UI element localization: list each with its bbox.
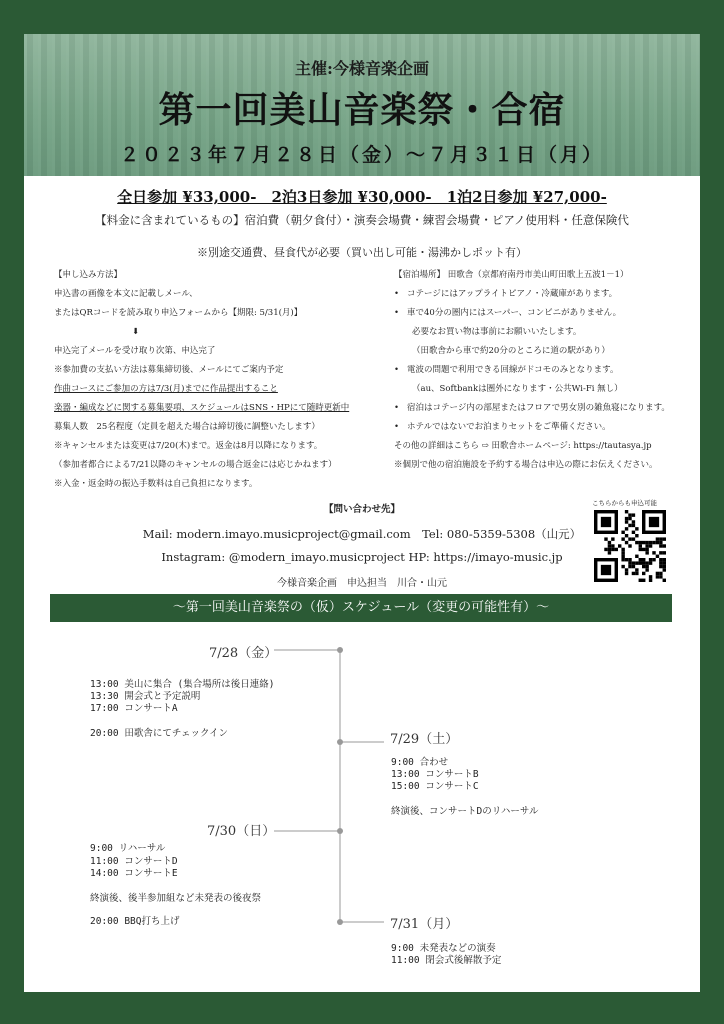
extra-costs: ※別途交通費、昼食代が必要（買い出し可能・湯沸かしポット有） (197, 246, 527, 259)
schedule-event: 14:00 コンサートE (90, 868, 178, 879)
application-line: 募集人数 25名程度（定員を超えた場合は締切後に調整いたします） (54, 422, 320, 432)
content-card (24, 176, 700, 992)
schedule-event: 11:00 コンサートD (90, 856, 178, 867)
schedule-event: 13:30 開会式と予定説明 (90, 691, 201, 702)
page-title: 第一回美山音楽祭・合宿 (158, 89, 566, 131)
application-line: 申込完了メールを受け取り次第、申込完了 (54, 346, 216, 356)
contact-heading: 【問い合わせ先】 (323, 504, 400, 515)
lodging-line: 必要なお買い物は事前にお願いいたします。 (412, 327, 582, 337)
application-line: （参加者都合による7/21以降のキャンセルの場合返金には応じかねます） (54, 460, 337, 470)
day-label: 7/28（金） (209, 646, 278, 661)
schedule-title: 〜第一回美山音楽祭の（仮）スケジュール（変更の可能性有）〜 (50, 594, 672, 622)
header-banner (24, 34, 700, 176)
lodging-heading: 【宿泊場所】 田歌舎（京都府南丹市美山町田歌上五波1－1） (394, 270, 629, 280)
application-line: ※入金・返金時の振込手数料は自己負担になります。 (54, 479, 258, 489)
application-line: またはQRコードを読み取り申込フォームから【期限: 5/31(月)】 (54, 308, 303, 318)
schedule-event: 13:00 美山に集合 (集合場所は後日連絡) (90, 679, 275, 690)
schedule-event: 9:00 未発表などの演奏 (391, 943, 496, 954)
event-dates: ２０２３年７月２８日（金）〜７月３１日（月） (119, 144, 604, 166)
schedule-event: 20:00 BBQ打ち上げ (90, 916, 180, 927)
day-label: 7/29（土） (390, 732, 459, 747)
lodging-line: ※個別で他の宿泊施設を予約する場合は申込の際にお伝えください。 (394, 460, 658, 470)
application-line: ※キャンセルまたは変更は7/20(木)まで。返金は8月以降になります。 (54, 441, 323, 451)
lodging-line: • コテージにはアップライトピアノ・冷蔵庫があります。 (394, 285, 694, 304)
lodging-line: • ホテルではないでお泊まりセットをご準備ください。 (394, 418, 694, 437)
schedule-event: 終演後、コンサートDのリハーサル (391, 806, 539, 817)
schedule-event: 9:00 リハーサル (90, 843, 166, 854)
schedule-event: 20:00 田歌舎にてチェックイン (90, 728, 229, 739)
schedule-event: 17:00 コンサートA (90, 703, 178, 714)
schedule-event: 9:00 合わせ (391, 757, 449, 768)
lodging-line: （au、Softbankは圏外になります・公共Wi-Fi 無し） (412, 384, 623, 394)
day-label: 7/31（月） (390, 917, 459, 932)
lodging-line: （田歌舎から車で約20分のところに道の駅があり） (412, 346, 610, 356)
application-line: 申込書の画像を本文に記載しメール、 (54, 289, 198, 299)
included-items: 【料金に含まれているもの】宿泊費（朝夕食付）・演奏会場費・練習会場費・ピアノ使用料・任意保険代 (95, 213, 629, 227)
lodging-line: • 電波の問題で利用できる回線がドコモのみとなります。 (394, 361, 694, 380)
contact-social: Instagram: @modern_imayo.musicproject HP: https://imayo-music.jp (161, 550, 563, 564)
schedule-event: 15:00 コンサートC (391, 781, 479, 792)
schedule-timeline (24, 176, 700, 992)
schedule-event: 終演後、後半参加組など未発表の後夜祭 (90, 893, 262, 904)
day-label: 7/30（日） (207, 824, 276, 839)
schedule-event: 13:00 コンサートB (391, 769, 479, 780)
lodging-line: その他の詳細はこちら ⇨ 田歌舎ホームページ: https://tautasya.jp (394, 441, 652, 451)
contact-mail: Mail: modern.imayo.musicproject@gmail.com Tel: 080-5359-5308（山元） (142, 527, 582, 541)
application-line: ※参加費の支払い方法は募集締切後、メールにてご案内予定 (54, 365, 284, 375)
lodging-line: • 車で40分の圏内にはスーパー、コンビニがありません。 (394, 304, 694, 323)
contact-staff: 今様音楽企画 申込担当 川合・山元 (277, 578, 447, 589)
qr-note: こちらからも申込可能 (592, 499, 657, 507)
lodging-line: • 宿泊はコテージ内の部屋またはフロアで男女別の雑魚寝になります。 (394, 399, 694, 418)
application-line: 楽器・編成などに関する募集要項、スケジュールはSNS・HPにて随時更新中 (54, 403, 350, 413)
price-line: 全日参加 ¥33,000- 2泊3日参加 ¥30,000- 1泊2日参加 ¥27,000- (117, 188, 607, 206)
down-arrow-icon: ⬇ (132, 327, 140, 337)
application-heading: 【申し込み方法】 (54, 270, 123, 280)
application-line: 作曲コースにご参加の方は7/3(月)までに作品提出すること (54, 384, 278, 394)
schedule-event: 11:00 閉会式後解散予定 (391, 955, 502, 966)
organizer: 主催:今様音楽企画 (295, 59, 429, 78)
